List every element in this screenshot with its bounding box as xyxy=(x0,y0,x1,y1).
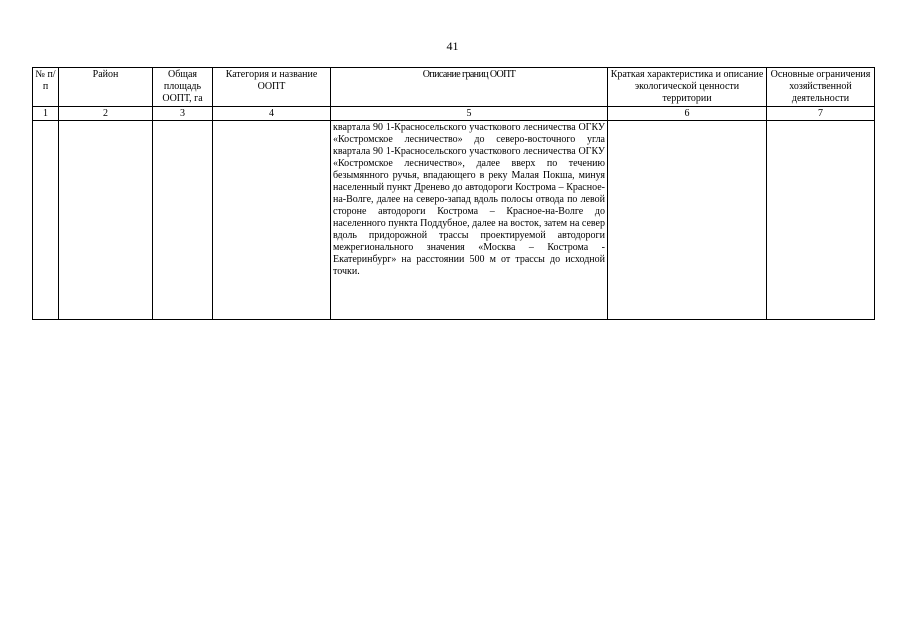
header-district: Район xyxy=(59,68,153,107)
table-header-row xyxy=(33,68,875,107)
column-number: 7 xyxy=(767,107,875,121)
cell-district xyxy=(59,121,153,320)
header-boundary-description: Описание границ ООПТ xyxy=(331,68,608,107)
column-number: 4 xyxy=(213,107,331,121)
cell-ecological-value xyxy=(608,121,767,320)
cell-restrictions xyxy=(767,121,875,320)
header-restrictions: Основные ограничения хозяйственной деятельности xyxy=(767,68,875,107)
table-row xyxy=(33,121,875,320)
cell-row-number xyxy=(33,121,59,320)
page-number: 41 xyxy=(446,39,459,53)
column-number: 6 xyxy=(608,107,767,121)
column-number: 1 xyxy=(33,107,59,121)
header-category-name: Категория и название ООПТ xyxy=(213,68,331,107)
column-number: 5 xyxy=(331,107,608,121)
header-total-area: Общая площадь ООПТ, га xyxy=(153,68,213,107)
header-row-number: № п/п xyxy=(33,68,59,107)
cell-total-area xyxy=(153,121,213,320)
header-ecological-value: Краткая характеристика и описание экологической ценности территории xyxy=(608,68,767,107)
column-number-row xyxy=(33,107,875,121)
protected-areas-table xyxy=(32,67,875,320)
column-number: 2 xyxy=(59,107,153,121)
cell-category-name xyxy=(213,121,331,320)
cell-boundary-description: квартала 90 1-Красносельского участкового лесничества ОГКУ «Костромское лесничество» до северо-восточного угла квартала 90 1-Красносельского участкового лесничества ОГКУ «Костромское лесничество», далее вверх по течению безымянного ручья, впадающего в реку Малая Покша, минуя населенный пункт Дренево до автодороги Кострома – Красное-на-Волге, далее на северо-запад вдоль полосы отвода по левой стороне автодороги Кострома – Красное-на-Волге до населенного пункта Поддубное, далее на восток, затем на север вдоль придорожной трассы проектируемой автодороги межрегионального значения «Москва – Кострома - Екатеринбург» на расстоянии 500 м от трассы до исходной точки. xyxy=(331,121,608,320)
column-number: 3 xyxy=(153,107,213,121)
